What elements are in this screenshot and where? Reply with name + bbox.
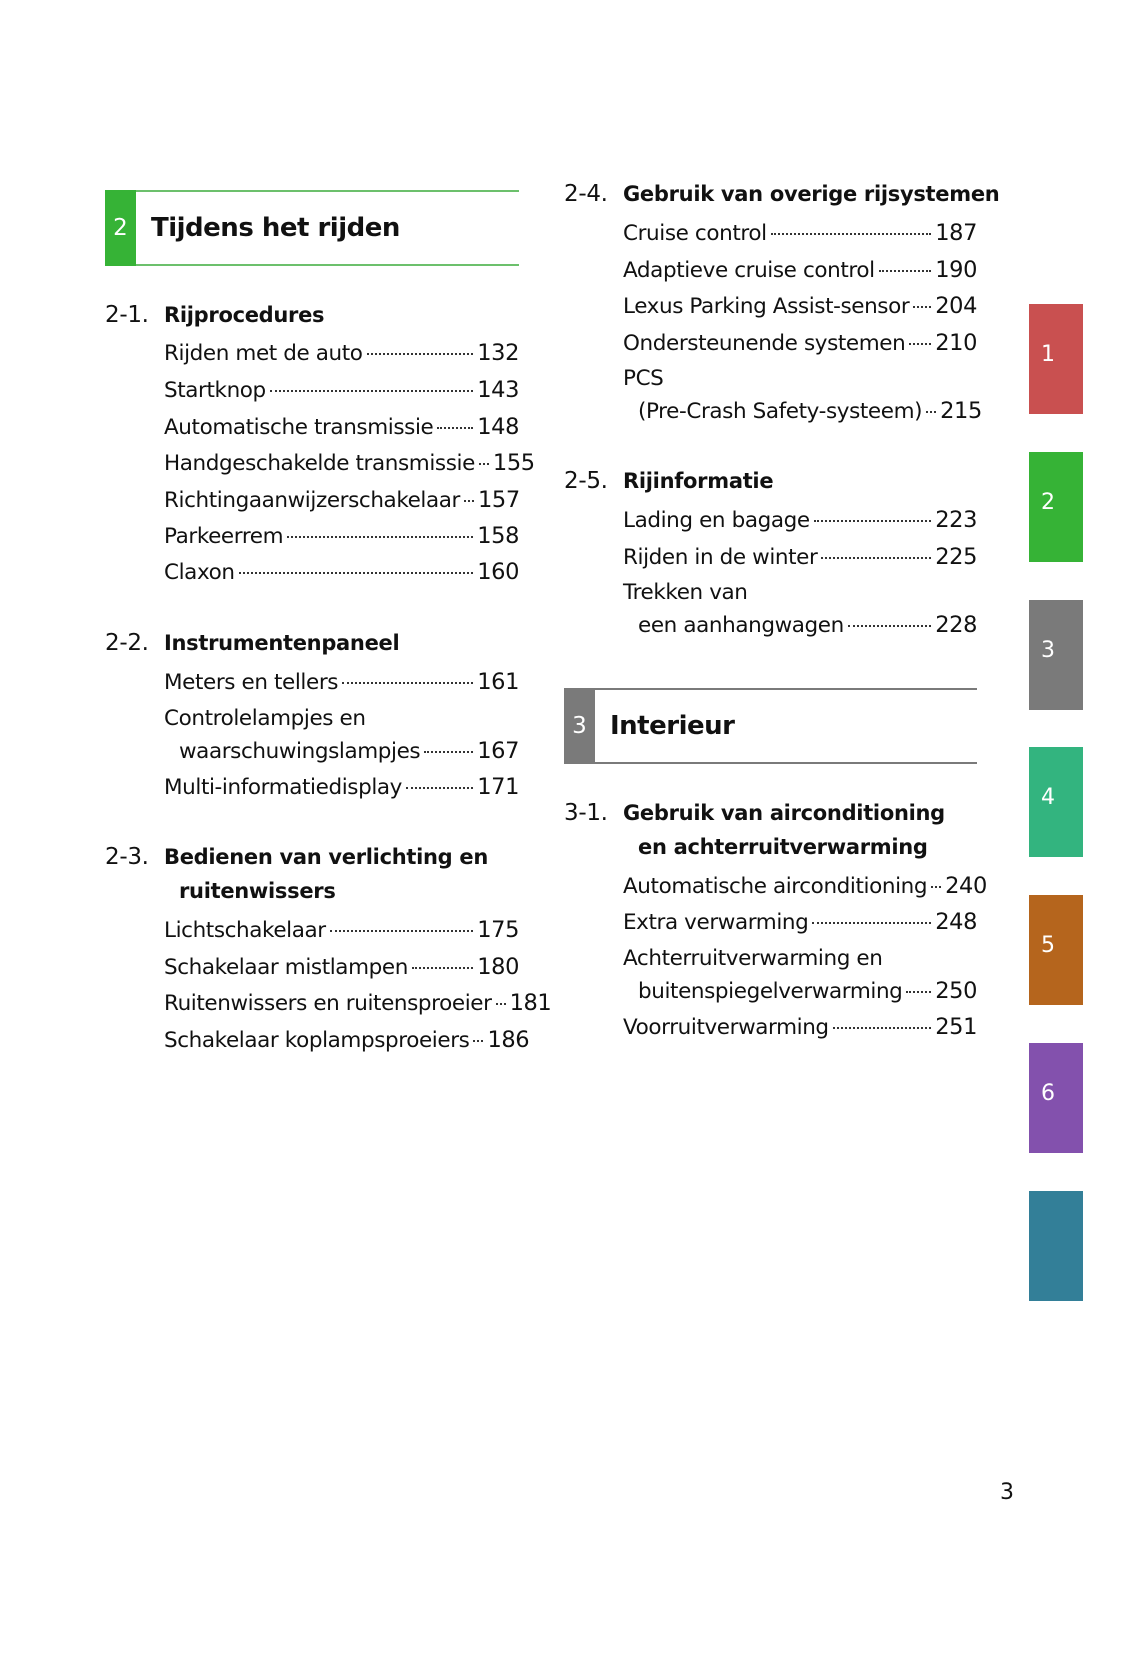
toc-entry-label: Automatische transmissie	[164, 415, 434, 440]
toc-entry-label: Ondersteunende systemen	[623, 331, 906, 356]
toc-page-number: 250	[935, 978, 977, 1004]
chapter-header	[105, 190, 519, 266]
toc-entry[interactable]	[164, 518, 519, 554]
side-tab-label: 2	[1041, 489, 1055, 515]
toc-page-number: 215	[940, 398, 982, 424]
toc-entry[interactable]	[638, 973, 977, 1009]
toc-entry-label: Ruitenwissers en ruitensproeier	[164, 991, 492, 1016]
toc-page-number: 186	[487, 1027, 530, 1053]
chapter-title: Interieur	[610, 711, 735, 741]
section-heading	[564, 463, 984, 499]
toc-entry-label: Cruise control	[623, 221, 767, 246]
section-number: 2-5.	[564, 468, 608, 494]
section-title: Instrumentenpaneel	[164, 631, 400, 655]
toc-entry-label: Schakelaar mistlampen	[164, 955, 408, 980]
dot-leader	[909, 343, 931, 345]
side-tab-7[interactable]	[1029, 1191, 1083, 1301]
toc-page-number: 187	[935, 220, 977, 246]
toc-entry[interactable]	[164, 372, 519, 408]
toc-entry[interactable]	[164, 335, 519, 371]
dot-leader	[424, 751, 473, 753]
section-number: 3-1.	[564, 800, 608, 826]
toc-entry-label: Extra verwarming	[623, 910, 809, 935]
toc-page-number: 143	[477, 377, 519, 403]
toc-page-number: 160	[477, 559, 519, 585]
dot-leader	[926, 411, 936, 413]
toc-entry[interactable]	[164, 912, 519, 948]
toc-entry[interactable]	[623, 325, 977, 361]
toc-entry-label[interactable]: Achterruitverwarming en	[623, 946, 883, 971]
toc-entry[interactable]	[623, 288, 977, 324]
toc-entry-label: een aanhangwagen	[638, 613, 844, 638]
toc-entry[interactable]	[164, 482, 519, 518]
toc-entry-label: Richtingaanwijzerschakelaar	[164, 488, 460, 513]
section-heading	[564, 176, 1000, 212]
toc-entry-label: Automatische airconditioning	[623, 874, 928, 899]
dot-leader	[479, 463, 489, 465]
toc-entry-label: Handgeschakelde transmissie	[164, 451, 475, 476]
toc-page-number: 157	[478, 487, 520, 513]
toc-entry[interactable]	[164, 409, 519, 445]
dot-leader	[239, 572, 474, 574]
toc-entry[interactable]	[164, 949, 519, 985]
dot-leader	[270, 390, 473, 392]
toc-entry-label: Parkeerrem	[164, 524, 284, 549]
toc-entry-label: Startknop	[164, 378, 266, 403]
section-heading	[105, 625, 525, 661]
dot-leader	[913, 306, 931, 308]
side-tab-6[interactable]	[1029, 1043, 1083, 1153]
toc-page-number: 148	[477, 414, 519, 440]
toc-entry-label: Meters en tellers	[164, 670, 339, 695]
dot-leader	[814, 520, 932, 522]
section-title: Bedienen van verlichting en	[164, 845, 489, 869]
side-tab-3[interactable]	[1029, 600, 1083, 710]
toc-page-number: 171	[477, 774, 519, 800]
toc-page-number: 161	[477, 669, 519, 695]
toc-entry-label[interactable]: Trekken van	[623, 580, 748, 605]
dot-leader	[496, 1003, 506, 1005]
section-heading-line2: ruitenwissers	[179, 879, 336, 903]
dot-leader	[833, 1027, 932, 1029]
toc-entry-label: Rijden in de winter	[623, 545, 818, 570]
toc-entry-label: (Pre-Crash Safety-systeem)	[638, 399, 923, 424]
toc-page-number: 204	[935, 293, 977, 319]
toc-entry[interactable]	[638, 607, 977, 643]
section-heading-line2: en achterruitverwarming	[638, 835, 928, 859]
toc-entry[interactable]	[623, 1009, 977, 1045]
toc-entry-label: Voorruitverwarming	[623, 1015, 829, 1040]
toc-entry-label: Multi-informatiedisplay	[164, 775, 402, 800]
chapter-number: 3	[564, 688, 595, 764]
toc-entry-label[interactable]: PCS	[623, 366, 664, 391]
side-tab-5[interactable]	[1029, 895, 1083, 1005]
toc-entry[interactable]	[164, 1022, 530, 1058]
dot-leader	[771, 233, 932, 235]
toc-entry[interactable]	[623, 215, 977, 251]
dot-leader	[931, 886, 941, 888]
toc-page-number: 181	[509, 990, 552, 1016]
chapter-number: 2	[105, 190, 136, 266]
dot-leader	[437, 427, 473, 429]
section-heading	[105, 839, 525, 875]
section-title: Rijinformatie	[623, 469, 774, 493]
dot-leader	[464, 500, 474, 502]
section-number: 2-4.	[564, 181, 608, 207]
side-tab-4[interactable]	[1029, 747, 1083, 857]
dot-leader	[342, 682, 473, 684]
dot-leader	[473, 1040, 483, 1042]
toc-entry[interactable]	[164, 664, 519, 700]
toc-entry[interactable]	[164, 769, 519, 805]
toc-entry[interactable]	[623, 904, 977, 940]
dot-leader	[879, 270, 932, 272]
section-title: Gebruik van overige rijsystemen	[623, 182, 1000, 206]
toc-page-number: 223	[935, 507, 977, 533]
toc-page-number: 132	[477, 340, 519, 366]
side-tab-label: 4	[1041, 785, 1055, 811]
toc-entry-label: Schakelaar koplampsproeiers	[164, 1028, 470, 1053]
toc-page-number: 158	[477, 523, 519, 549]
side-tab-1[interactable]	[1029, 304, 1083, 414]
dot-leader	[848, 625, 931, 627]
dot-leader	[287, 536, 473, 538]
toc-page-number: 251	[935, 1014, 977, 1040]
chapter-header	[564, 688, 977, 764]
toc-page-number: 180	[477, 954, 519, 980]
toc-entry-label: Adaptieve cruise control	[623, 258, 875, 283]
toc-entry-label[interactable]: Controlelampjes en	[164, 706, 366, 731]
toc-page-number: 167	[477, 738, 519, 764]
section-number: 2-2.	[105, 630, 149, 656]
section-number: 2-3.	[105, 844, 149, 870]
side-tab-label: 3	[1041, 637, 1055, 663]
toc-entry-label: buitenspiegelverwarming	[638, 979, 903, 1004]
dot-leader	[821, 557, 931, 559]
side-tab-label: 6	[1041, 1081, 1055, 1106]
toc-entry[interactable]	[623, 868, 987, 904]
toc-entry-label: waarschuwingslampjes	[179, 739, 421, 764]
toc-entry-label: Lexus Parking Assist-sensor	[623, 294, 910, 319]
page-number: 3	[1000, 1480, 1014, 1505]
toc-page-number: 228	[935, 612, 977, 638]
toc-page-number: 225	[935, 544, 977, 570]
toc-page-number: 248	[935, 909, 977, 935]
toc-entry-label: Lading en bagage	[623, 508, 810, 533]
section-heading	[105, 297, 525, 333]
toc-entry[interactable]	[638, 393, 982, 429]
toc-page-number: 210	[935, 330, 977, 356]
dot-leader	[412, 967, 473, 969]
toc-page-number: 190	[935, 257, 977, 283]
toc-entry[interactable]	[164, 445, 535, 481]
chapter-title: Tijdens het rijden	[151, 213, 400, 243]
side-tab-label: 1	[1041, 342, 1055, 367]
dot-leader	[406, 787, 473, 789]
toc-entry[interactable]	[164, 985, 552, 1021]
dot-leader	[812, 922, 931, 924]
toc-entry-label: Rijden met de auto	[164, 341, 363, 366]
toc-entry-label: Claxon	[164, 560, 235, 585]
dot-leader	[367, 353, 474, 355]
toc-entry-label: Lichtschakelaar	[164, 918, 326, 943]
section-heading	[564, 795, 984, 831]
section-title: Rijprocedures	[164, 303, 325, 327]
toc-page-number: 155	[492, 450, 535, 476]
side-tab-2[interactable]	[1029, 452, 1083, 562]
section-number: 2-1.	[105, 302, 149, 328]
dot-leader	[906, 991, 931, 993]
side-tab-label: 5	[1041, 933, 1055, 959]
toc-entry[interactable]	[179, 733, 519, 769]
toc-page-number: 240	[945, 873, 987, 899]
toc-entry[interactable]	[164, 554, 519, 590]
toc-entry[interactable]	[623, 539, 977, 575]
toc-entry[interactable]	[623, 252, 977, 288]
toc-page-number: 175	[477, 917, 519, 943]
toc-entry[interactable]	[623, 502, 977, 538]
section-title: Gebruik van airconditioning	[623, 801, 945, 825]
dot-leader	[330, 930, 474, 932]
